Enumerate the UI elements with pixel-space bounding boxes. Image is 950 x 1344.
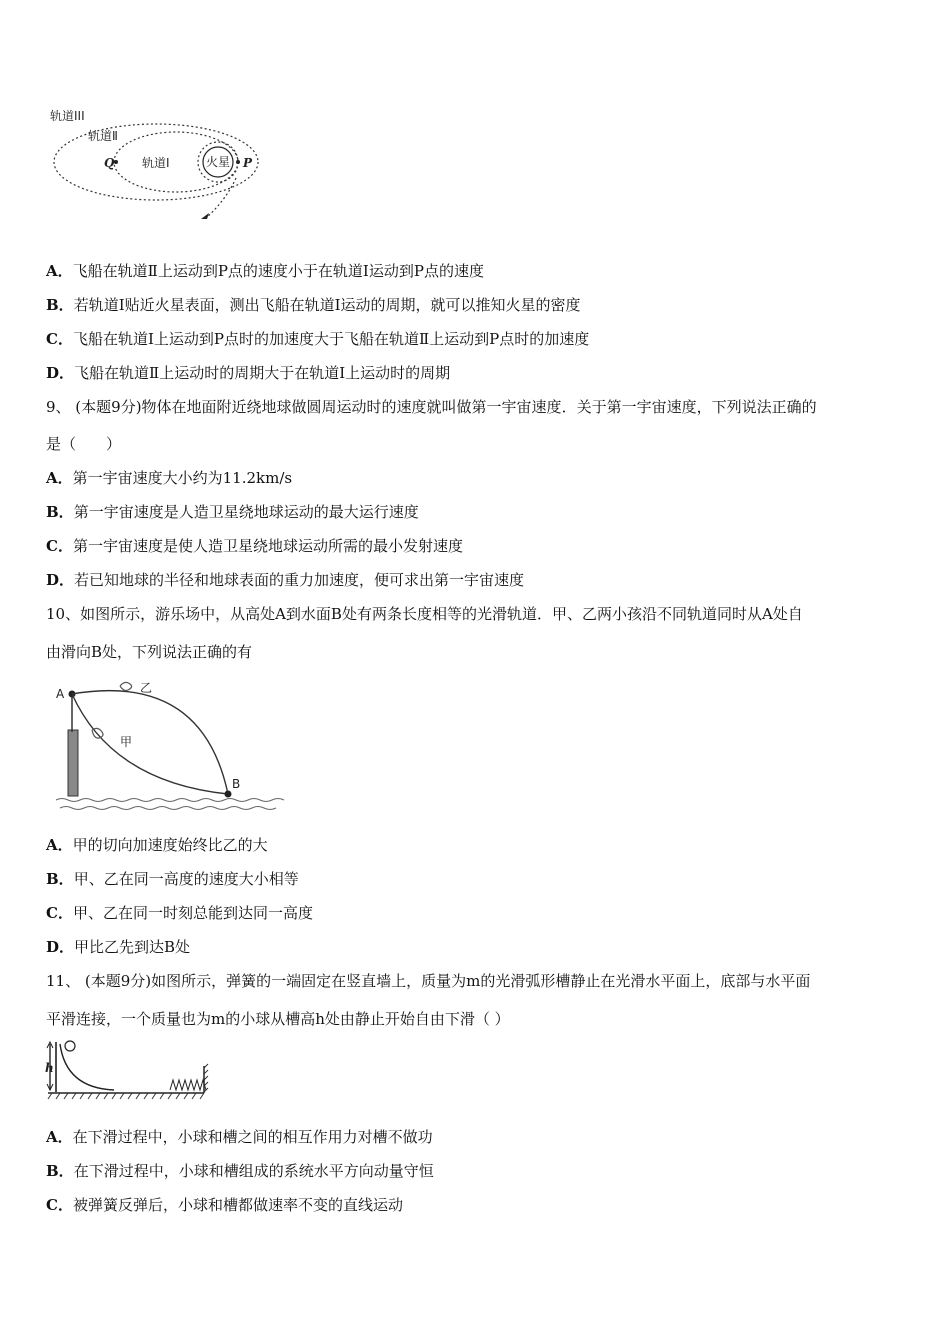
child-yi-icon bbox=[120, 682, 132, 690]
ground-hatch bbox=[48, 1093, 204, 1099]
point-p bbox=[236, 160, 240, 164]
label-yi: 乙 bbox=[140, 681, 153, 695]
q8-option-b: B．若轨道Ⅰ贴近火星表面，测出飞船在轨道Ⅰ运动的周期，就可以推知火星的密度 bbox=[46, 296, 581, 314]
label-h: h bbox=[45, 1061, 54, 1075]
label-mars: 火星 bbox=[206, 155, 231, 169]
ball bbox=[65, 1041, 75, 1051]
q10-stem-line1: 10、如图所示，游乐场中，从高处A到水面B处有两条长度相等的光滑轨道．甲、乙两小孩沿不同轨道同时从A处自 bbox=[46, 605, 803, 623]
q11-option-a: A．在下滑过程中，小球和槽之间的相互作用力对槽不做功 bbox=[46, 1128, 433, 1146]
transfer-path bbox=[206, 178, 236, 218]
water-surface bbox=[56, 799, 284, 810]
slide-track-diagram bbox=[52, 672, 288, 820]
q9-option-a: A．第一宇宙速度大小约为11.2km/s bbox=[46, 469, 293, 487]
label-a: A bbox=[56, 687, 65, 701]
label-orbit2: 轨道Ⅱ bbox=[88, 129, 118, 143]
q9-stem-line2: 是（ ） bbox=[46, 435, 122, 453]
track-jia bbox=[72, 694, 228, 794]
label-q: Q bbox=[104, 156, 115, 170]
label-p: P bbox=[243, 156, 253, 170]
arrow-icon bbox=[201, 213, 209, 219]
q10-option-b: B．甲、乙在同一高度的速度大小相等 bbox=[46, 870, 299, 888]
q8-option-c: C．飞船在轨道Ⅰ上运动到P点时的加速度大于飞船在轨道Ⅱ上运动到P点时的加速度 bbox=[46, 330, 590, 348]
q10-option-d: D．甲比乙先到达B处 bbox=[46, 938, 191, 956]
q9-option-c: C．第一宇宙速度是使人造卫星绕地球运动所需的最小发射速度 bbox=[46, 537, 463, 555]
q11-option-c: C．被弹簧反弹后，小球和槽都做速率不变的直线运动 bbox=[46, 1196, 403, 1214]
q10-option-c: C．甲、乙在同一时刻总能到达同一高度 bbox=[46, 904, 313, 922]
q8-option-a: A．飞船在轨道Ⅱ上运动到P点的速度小于在轨道Ⅰ运动到P点的速度 bbox=[46, 262, 484, 280]
label-b: B bbox=[232, 777, 241, 791]
point-b bbox=[225, 791, 232, 798]
q11-stem-line1: 11、 (本题9分)如图所示，弹簧的一端固定在竖直墙上，质量为m的光滑弧形槽静止在光滑水平面上，底部与水平面 bbox=[46, 972, 811, 990]
q10-stem-line2: 由滑向B处，下列说法正确的有 bbox=[46, 643, 253, 661]
q11-stem-line2: 平滑连接，一个质量也为m的小球从槽高h处由静止开始自由下滑（ ） bbox=[46, 1010, 510, 1028]
q9-option-d: D．若已知地球的半径和地球表面的重力加速度，便可求出第一宇宙速度 bbox=[46, 571, 525, 589]
q8-option-d: D．飞船在轨道Ⅱ上运动时的周期大于在轨道Ⅰ上运动时的周期 bbox=[46, 364, 451, 382]
track-yi bbox=[72, 691, 228, 794]
tower-pole bbox=[68, 730, 78, 796]
spring bbox=[170, 1080, 206, 1090]
spring-groove-diagram bbox=[44, 1038, 210, 1102]
label-orbit1: 轨道Ⅰ bbox=[142, 156, 170, 170]
label-jia: 甲 bbox=[120, 735, 133, 749]
point-q bbox=[114, 160, 118, 164]
q9-option-b: B．第一宇宙速度是人造卫星绕地球运动的最大运行速度 bbox=[46, 503, 419, 521]
q10-option-a: A．甲的切向加速度始终比乙的大 bbox=[46, 836, 268, 854]
label-orbit3: 轨道III bbox=[50, 109, 85, 123]
q11-option-b: B．在下滑过程中，小球和槽组成的系统水平方向动量守恒 bbox=[46, 1162, 434, 1180]
orbit-diagram bbox=[46, 100, 266, 225]
q9-stem-line1: 9、 (本题9分)物体在地面附近绕地球做圆周运动时的速度就叫做第一宇宙速度．关于第一宇宙速度，下列说法正确的 bbox=[46, 398, 817, 416]
